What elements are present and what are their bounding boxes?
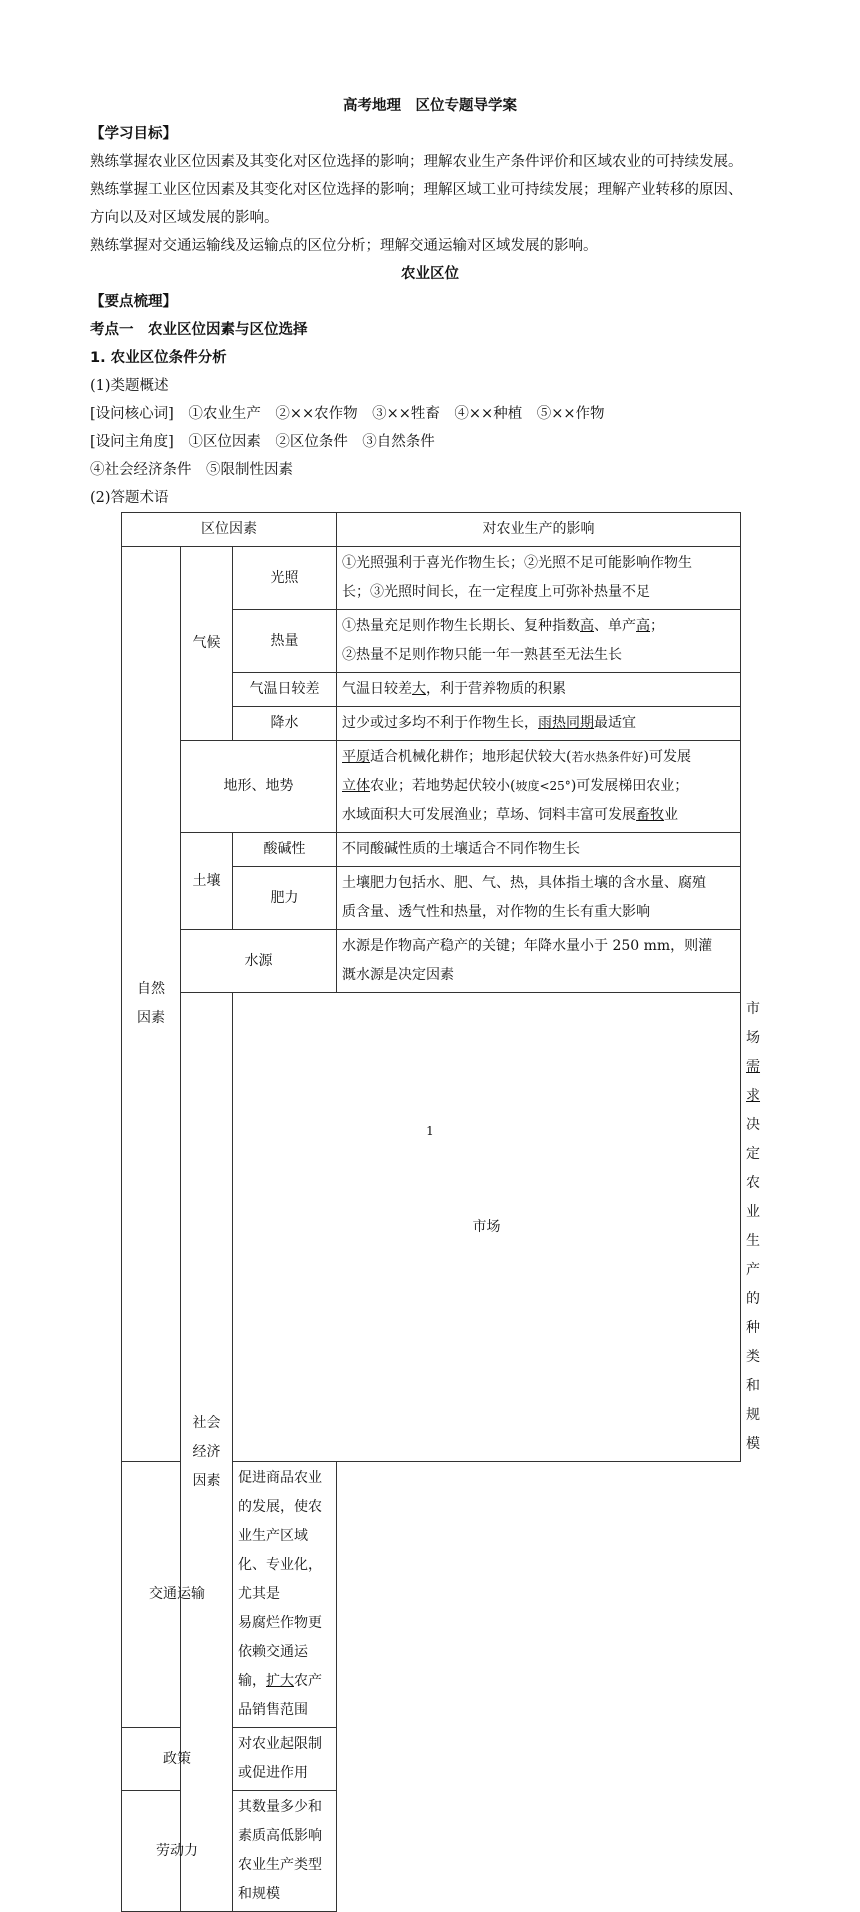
text: 最适宜 <box>594 715 637 731</box>
objective-1: 熟练掌握农业区位因素及其变化对区位选择的影响；理解农业生产条件评价和区域农业的可持续发展。 <box>90 154 743 170</box>
objective-2-cont: 方向以及对区域发展的影响。 <box>90 210 279 226</box>
fertility-effect <box>337 867 741 930</box>
underlined-text: 高 <box>636 618 651 634</box>
underlined-text: 平原 <box>342 749 371 765</box>
header-effect: 对农业生产的影响 <box>337 513 741 547</box>
text: 农业；若地势起伏较小( <box>370 778 516 794</box>
ph-cell: 酸碱性 <box>233 833 337 867</box>
text: )可发展 <box>643 749 691 765</box>
underlined-text: 扩大 <box>266 1673 294 1689</box>
natural-factors-cell: 自然 因素 <box>122 547 181 1462</box>
text: 适合机械化耕作；地形起伏较大( <box>370 749 572 765</box>
page-number: 1 <box>426 1124 434 1138</box>
light-cell: 光照 <box>233 547 337 610</box>
terrain-effect <box>337 741 741 833</box>
subtopic-heading: 1. 农业区位条件分析 <box>90 350 227 366</box>
ph-effect: 不同酸碱性质的土壤适合不同作物生长 <box>337 833 741 867</box>
text: 易腐烂作物更依赖交通运输， <box>238 1615 322 1689</box>
small-text: 坡度<25° <box>515 779 571 793</box>
policy-cell: 政策 <box>122 1728 233 1791</box>
light-line-1: ①光照强利于喜光作物生长；②光照不足可能影响作物生 <box>342 555 693 571</box>
item-terms: (2)答题术语 <box>90 490 169 506</box>
text: 、单产 <box>594 618 637 634</box>
underlined-text: 需求 <box>746 1059 761 1104</box>
text: 业 <box>664 807 679 823</box>
socio-factors-cell: 社会 经济 因素 <box>181 993 233 1912</box>
angles-line: [设问主角度] ①区位因素 ②区位条件 ③自然条件 <box>90 434 435 450</box>
header-factor: 区位因素 <box>122 513 337 547</box>
table-header-row <box>122 513 741 547</box>
text: 农产品销售范围 <box>238 1673 322 1718</box>
transport-cell: 交通运输 <box>122 1462 233 1728</box>
fertility-line-2: 质含量、透气性和热量，对作物的生长有重大影响 <box>342 904 651 920</box>
text: 水域面积大可发展渔业；草场、饲料丰富可发展 <box>342 807 637 823</box>
table-row <box>122 547 741 610</box>
text: ； <box>650 618 665 634</box>
diurnal-cell: 气温日较差 <box>233 673 337 707</box>
heat-effect <box>337 610 741 673</box>
terrain-line-1 <box>342 743 735 772</box>
table-row <box>122 741 741 833</box>
page-title: 高考地理 区位专题导学案 <box>343 98 517 114</box>
text: 市场 <box>746 1001 761 1046</box>
table-row <box>122 833 741 867</box>
table-row <box>122 930 741 993</box>
text: 过少或过多均不利于作物生长， <box>342 715 539 731</box>
water-cell: 水源 <box>181 930 337 993</box>
text: 气温日较差 <box>342 681 413 697</box>
text: ，利于营养物质的积累 <box>426 681 567 697</box>
objective-3: 熟练掌握对交通运输线及运输点的区位分析；理解交通运输对区域发展的影响。 <box>90 238 598 254</box>
angles-line-2: ④社会经济条件 ⑤限制性因素 <box>90 462 293 478</box>
policy-effect: 对农业起限制或促进作用 <box>233 1728 337 1791</box>
keypoints-heading: 【要点梳理】 <box>90 294 177 310</box>
table-row <box>122 1791 741 1912</box>
text: 决定农业生产的种类和规模 <box>746 1117 761 1452</box>
underlined-text: 立体 <box>342 778 371 794</box>
small-text: 若水热条件好 <box>571 750 644 764</box>
precip-effect <box>337 707 741 741</box>
keywords-line: [设问核心词] ①农业生产 ②××农作物 ③××牲畜 ④××种植 ⑤××作物 <box>90 406 605 422</box>
text: )可发展梯田农业； <box>570 778 689 794</box>
terrain-cell: 地形、地势 <box>181 741 337 833</box>
labor-cell: 劳动力 <box>122 1791 233 1912</box>
water-line-2: 溉水源是决定因素 <box>342 967 455 983</box>
table-row <box>122 993 741 1462</box>
terrain-line-3 <box>342 801 735 830</box>
transport-line-1: 促进商品农业的发展，使农业生产区域化、专业化，尤其是 <box>238 1470 322 1602</box>
item-overview: (1)类题概述 <box>90 378 169 394</box>
heat-cell: 热量 <box>233 610 337 673</box>
underlined-text: 大 <box>412 681 427 697</box>
transport-line-2 <box>238 1609 331 1725</box>
text: ①热量充足则作物生长期长、复种指数 <box>342 618 581 634</box>
topic-heading: 考点一 农业区位因素与区位选择 <box>90 322 308 338</box>
table-row <box>122 1728 741 1791</box>
market-cell: 市场 <box>233 993 741 1462</box>
transport-effect <box>233 1462 337 1728</box>
climate-cell: 气候 <box>181 547 233 741</box>
section-title: 农业区位 <box>401 266 459 282</box>
underlined-text: 雨热同期 <box>538 715 595 731</box>
fertility-line-1: 土壤肥力包括水、肥、气、热，具体指土壤的含水量、腐殖 <box>342 875 707 891</box>
table-row <box>122 1462 741 1728</box>
diurnal-effect <box>337 673 741 707</box>
precip-cell: 降水 <box>233 707 337 741</box>
water-line-1: 水源是作物高产稳产的关键；年降水量小于 250 mm，则灌 <box>342 938 713 954</box>
labor-effect: 其数量多少和素质高低影响农业生产类型和规模 <box>233 1791 337 1912</box>
water-effect <box>337 930 741 993</box>
underlined-text: 高 <box>580 618 595 634</box>
light-line-2: 长；③光照时间长，在一定程度上可弥补热量不足 <box>342 584 651 600</box>
terrain-line-2 <box>342 772 735 801</box>
light-effect <box>337 547 741 610</box>
soil-cell: 土壤 <box>181 833 233 930</box>
heat-line-1 <box>342 612 735 641</box>
objective-2: 熟练掌握工业区位因素及其变化对区位选择的影响；理解区域工业可持续发展；理解产业转移的原因、 <box>90 182 743 198</box>
underlined-text: 畜牧 <box>636 807 665 823</box>
fertility-cell: 肥力 <box>233 867 337 930</box>
objectives-heading: 【学习目标】 <box>90 126 177 142</box>
factors-table <box>121 512 761 1912</box>
heat-line-2: ②热量不足则作物只能一年一熟甚至无法生长 <box>342 647 623 663</box>
